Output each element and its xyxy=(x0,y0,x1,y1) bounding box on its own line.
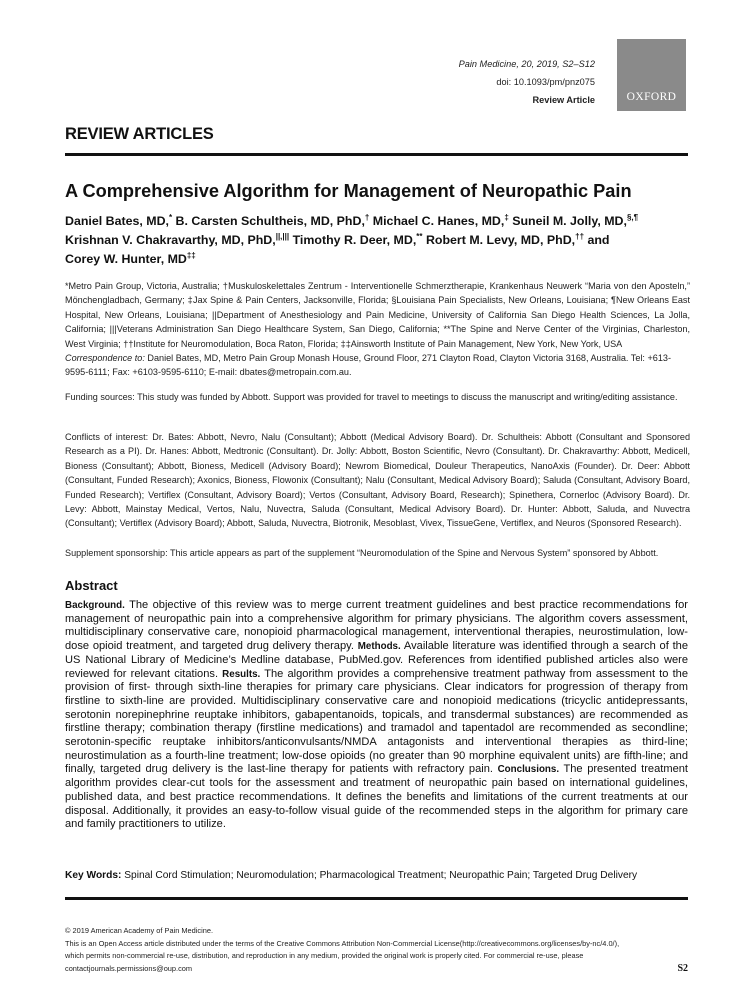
affiliation-mark[interactable]: ||,||| xyxy=(275,231,290,241)
abstract-results: The algorithm provides a comprehensive treatment pathway from assessment to the provision of first- through sixth-line therapies for primary care physicians. Clear indicators for progression of therapy from firstline to sixth-line are provided. Multidisciplinary conservative care and nonopioid medications (tricyclic antidepressants, serotonin norepinephrine reuptake inhibitors, gabapentanoids, topicals, and transdermal substances) are recommended as firstline therapy; combination therapy (firstline medications) and tramadol and tapentadol are recommended as secondline; serotonin-specific reuptake inhibitors/anticonvulsants/NMDA antagonists and interventional therapies as third-line; neurostimulation as a fourth-line treatment; low-dose opioids (no greater than 90 morphine equivalent units) are fifth-line; and finally, targeted drug delivery is the last-line therapy for patients with refractory pain. xyxy=(65,667,688,776)
article-type: Review Article xyxy=(532,95,595,105)
page-number: S2 xyxy=(677,963,688,974)
keywords-text: Spinal Cord Stimulation; Neuromodulation; Pharmacological Treatment; Neuropathic Pain; Targeted Drug Delivery xyxy=(121,870,638,881)
affiliation-mark[interactable]: * xyxy=(168,212,173,222)
author-line-1 xyxy=(65,212,695,231)
affiliation-mark[interactable]: ** xyxy=(416,231,423,241)
abstract-body xyxy=(65,599,688,832)
affiliations: *Metro Pain Group, Victoria, Australia; †Muskuloskelettales Zentrum - Interventionelle Schmerztherapie, Krankenhaus Neuwerk “Maria von den Aposteln,” Mönchengladbach, Germany; ‡Jax Spine & Pain Centers, Jacksonville, Florida; §Louisiana Pain Specialists, New Orleans, Louisiana; ¶New Orleans East Hospital, New Orleans, Louisiana; ||Department of Anesthesiology and Pain Medicine, University of California San Diego Health Sciences, La Jolla, California; |||Veterans Administration San Diego Healthcare System, San Diego, California; **The Spine and Nerve Center of the Virginias, Charleston, West Virginia; ††Institute for Neuromodulation, Boca Raton, Florida; ‡‡Ainsworth Institute of Pain Management, New York, New York, USA xyxy=(65,281,690,349)
abstract-background: The objective of this review was to merge current treatment guidelines and best practice recommendations for management of neuropathic pain into a comprehensive algorithm for primary physicians. The algorithm covers assessment, multidisciplinary conservative care, nonopioid pharmacological management, interventional therapies, neurostimulation, low-dose opioid treatment, and targeted drug delivery therapy. xyxy=(65,599,688,653)
publisher-logo xyxy=(617,39,686,111)
keywords-label: Key Words: xyxy=(65,870,122,881)
abstract-methods: Available literature was identified through a search of the US National Library of Medicine’s Medline database, PubMed.gov. References from identified published articles also were reviewed for relevant citations. xyxy=(65,640,688,680)
conflicts-of-interest: Conflicts of interest: Dr. Bates: Abbott, Nevro, Nalu (Consultant); Abbott (Medical Advisory Board). Dr. Schultheis: Abbott (Consultant and Sponsored Research as a PI). Dr. Hanes: Abbott, Medtronic (Consultant). Dr. Jolly: Abbott, Boston Scientific, Nevro (Consultant). Dr. Chakravarthy: Abbott, Medicell, Bioness (Consultant); Abbott, Bioness, Medicell (Advisory Board); Newrom Biomedical, Douleur Therapeutics, NanoAxis (Founder). Dr. Deer: Abbott (Consultant, Funded Research); Axonics, Bioness, Flowonix (Consultant); Nalu (Consultant, Medical Advisory Board); Saluda (Consultant, Advisory Board, Funded Research); Vertiflex (Consultant, Advisory Board); Vertos (Consultant, Advisory Board, Research); Spinethera, Cornerloc (Advisory Board). Dr. Levy: Abbott, Mainstay Medical, Vertos, Nalu, Nuvectra, Saluda (Consultant, Medical Advisory Board). Dr. Hunter: Abbott, Saluda, and Nuvectra (Consultant); Vertiflex (Advisory Board); Abbott, Saluda, Nuvectra, Biotronik, Mesoblast, Vivex, TissueGene, Vertiflex, and Neuros (Sponsored Research). xyxy=(65,432,690,529)
affiliation-mark[interactable]: ‡ xyxy=(504,212,509,222)
abstract-conclusions-label: Conclusions. xyxy=(497,764,560,776)
affiliation-mark[interactable]: ‡‡ xyxy=(186,250,196,260)
publisher-logo-text: OXFORD xyxy=(626,91,677,103)
abstract-background-label: Background. xyxy=(65,600,125,611)
funding-statement: Funding sources: This study was funded by Abbott. Support was provided for travel to meetings to discuss the manuscript and writing/editing assistance. xyxy=(65,392,678,402)
abstract-heading: Abstract xyxy=(65,578,118,593)
keywords xyxy=(65,869,690,883)
header-rule xyxy=(65,153,688,156)
affiliation-mark[interactable]: §,¶ xyxy=(626,212,639,222)
journal-citation: Pain Medicine, 20, 2019, S2–S12 xyxy=(458,59,595,69)
footer-notes xyxy=(65,925,665,975)
abstract-methods-label: Methods. xyxy=(357,641,401,653)
journal-meta xyxy=(459,55,595,109)
correspondence-label: Correspondence to: xyxy=(65,353,145,363)
correspondence-text: Daniel Bates, MD, Metro Pain Group Monash House, Ground Floor, 271 Clayton Road, Clayton Victoria 3168, Australia. Tel: +613-9595-6111; Fax: +6103-9595-6110; E-mail: dbates@metropain.com.au. xyxy=(65,353,671,378)
article-title: A Comprehensive Algorithm for Management of Neuropathic Pain xyxy=(65,181,632,201)
author-name[interactable]: Corey W. Hunter, MD xyxy=(65,252,187,266)
author-name[interactable]: Daniel Bates, MD, xyxy=(65,214,169,228)
correspondence xyxy=(65,351,690,380)
abstract-results-label: Results. xyxy=(222,668,261,680)
license-line-2: which permits non-commercial re-use, distribution, and reproduction in any medium, provided the original work is properly cited. For commercial re-use, please xyxy=(65,951,584,961)
author-list xyxy=(65,212,695,269)
author-line-3 xyxy=(65,250,695,269)
license-line-3: contactjournals.permissions@oup.com xyxy=(65,963,193,973)
author-name[interactable]: Suneil M. Jolly, MD, xyxy=(508,214,627,228)
copyright: © 2019 American Academy of Pain Medicine. xyxy=(65,926,213,935)
author-name[interactable]: Michael C. Hanes, MD, xyxy=(369,214,505,228)
affiliation-mark[interactable]: †† xyxy=(575,231,585,241)
license-line-1: This is an Open Access article distributed under the terms of the Creative Commons Attribution Non-Commercial License(http://creativecommons.org/licenses/by-nc/4.0/), xyxy=(65,938,620,948)
doi[interactable]: doi: 10.1093/pm/pnz075 xyxy=(496,77,595,87)
author-name[interactable]: Krishnan V. Chakravarthy, MD, PhD, xyxy=(65,233,276,247)
footer-rule xyxy=(65,897,688,900)
affiliation-mark[interactable]: † xyxy=(364,212,370,222)
author-line-2 xyxy=(65,231,695,250)
author-name[interactable]: B. Carsten Schultheis, MD, PhD, xyxy=(172,214,365,228)
author-name[interactable]: Robert M. Levy, MD, PhD, xyxy=(422,233,576,247)
section-label: REVIEW ARTICLES xyxy=(65,125,214,143)
supplement-sponsorship: Supplement sponsorship: This article appears as part of the supplement “Neuromodulation of the Spine and Nervous System” sponsored by Abbott. xyxy=(65,548,659,558)
abstract-conclusions: The presented treatment algorithm provides clear-cut tools for the assessment and treatment of neuropathic pain based on international guidelines, published data, and best practice recommendations. It defines the benefits and limitations of the current treatments at our disposal. Additionally, it provides an easy-to-follow visual guide of the recommended steps in the algorithm for primary care and family practitioners to utilize. xyxy=(65,763,688,831)
author-conjunction: and xyxy=(584,233,610,247)
author-name[interactable]: Timothy R. Deer, MD, xyxy=(289,233,417,247)
